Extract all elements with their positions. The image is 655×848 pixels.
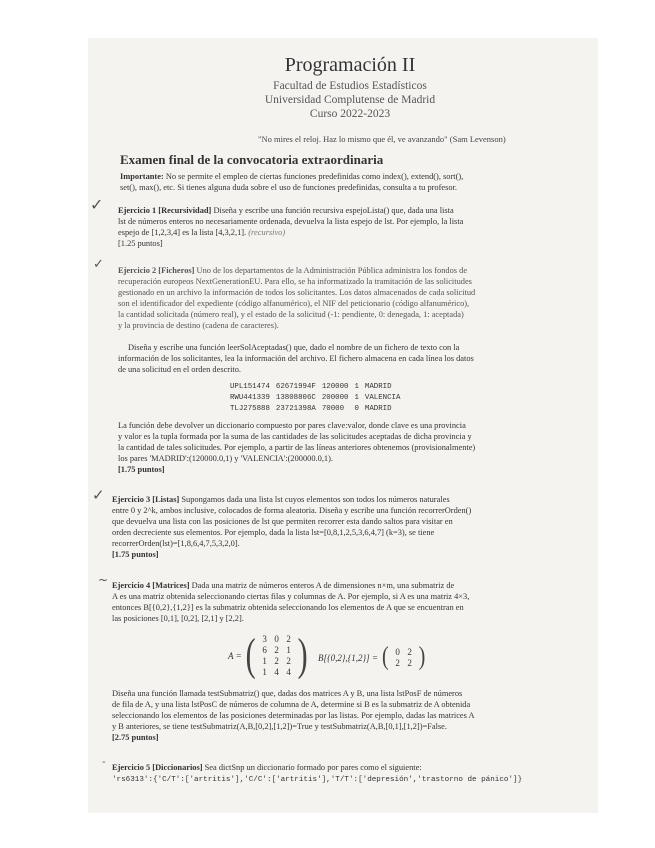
exercise-2-line: Uno de los departamentos de la Administración Pública administra los fondos de [194, 266, 468, 275]
dash-mark-icon: - [102, 757, 106, 768]
record-nif: 62671994F [275, 382, 316, 391]
exercise-4-line: de fila de A, y una lista lstPosC de números de columna de A, determine si B es la submatriz de A obtenida [112, 700, 471, 709]
matrix-cell: 4 [274, 667, 279, 677]
exercise-4-line: seleccionando los elementos de las posiciones determinadas por las listas. Por ejemplo, dadas las matrices A [112, 711, 475, 720]
table-row [230, 403, 406, 414]
exercise-2-line: recuperación europeos NextGenerationEU. Para ello, se ha informatizado la tramitación de las solicitudes [118, 277, 472, 286]
exercise-5 [112, 762, 522, 786]
exercise-4-intro [112, 580, 469, 624]
record-province: MADRID [364, 404, 392, 413]
matrix-b [318, 642, 426, 672]
exercise-5-line: Sea dictSnp un diccionario formado por pares como el siguiente: [202, 763, 422, 772]
record-status: 1 [354, 382, 359, 391]
faculty-line: Facultad de Estudios Estadísticos [273, 80, 427, 92]
importante-note [120, 171, 463, 193]
exam-title: Examen final de la convocatoria extraordinaria [120, 152, 384, 167]
exercise-4-points: [2.75 puntos] [112, 733, 159, 742]
left-paren-icon: ( [381, 642, 389, 672]
exercise-2-line: la cantidad de tales solicitudes. Por ejemplo, a partir de las líneas anteriores obtenemos (provisionalmente) [118, 443, 476, 452]
matrix-cell: 1 [286, 645, 291, 655]
record-amount: 70000 [321, 404, 345, 413]
right-paren-icon: ) [297, 630, 308, 680]
record-amount: 200000 [321, 393, 349, 402]
exercise-3-heading: Ejercicio 3 [Listas] [112, 495, 180, 504]
matrix-cell: 2 [286, 634, 291, 644]
exercise-4-line: Dada una matriz de números enteros A de dimensiones n×m, una submatriz de [189, 581, 455, 590]
exercise-3-points: [1.75 puntos] [112, 550, 159, 559]
exercise-2-line: información de los solicitantes, lea la información del archivo. El fichero almacena en cada línea los datos [118, 354, 474, 363]
matrix-b-label: B[{0,2},{1,2}] = [318, 652, 378, 663]
importante-label: Importante: [120, 172, 164, 181]
exercise-3-line: que devuelva una lista con las posiciones de lst que permiten recorrer esta dando saltos para visitar en [112, 517, 453, 526]
matrix-a [228, 630, 308, 680]
record-province: VALENCIA [364, 393, 401, 402]
matrix-cell: 4 [286, 667, 291, 677]
document-title: Programación II [284, 54, 416, 76]
table-row [230, 381, 406, 392]
matrix-cell: 6 [262, 645, 267, 655]
exercise-2-intro [118, 265, 475, 331]
exercise-2-line: La función debe devolver un diccionario compuesto por pares clave:valor, donde clave es una provincia [118, 421, 466, 430]
exercise-4-task [112, 688, 475, 743]
university-line: Universidad Complutense de Madrid [264, 94, 436, 106]
exercise-2-line: y la provincia de destino (cadena de caracteres). [118, 321, 279, 330]
exercise-4-line: las posiciones [0,1], [0,2], [2,1] y [2,2]. [112, 614, 244, 623]
exercise-5-heading: Ejercicio 5 [Diccionarios] [112, 763, 203, 772]
handwritten-mark-icon: ✓ [93, 257, 104, 272]
exercise-2-line: gestionado en un archivo la información de todos los solicitantes. Los datos almacenados de cada solicitud [118, 288, 476, 297]
exercise-5-code: 'rs6313':{'C/T':['artritis'],'C/C':['artritis'],'T/T':['depresión','trastorno de pánico']} [112, 776, 523, 784]
exercise-3-line: entre 0 y 2^k, ambos inclusive, colocados de forma aleatoria. Diseña y escribe una función recorrerOrden() [112, 506, 472, 515]
check-mark-icon: ✓ [92, 486, 105, 504]
matrix-cell: 0 [274, 634, 279, 644]
importante-line2: set(), max(), etc. Si tienes alguna duda sobre el uso de funciones predefinidas, consulta a tu profesor. [120, 183, 457, 192]
exercise-3-line: orden decreciente sus elementos. Por ejemplo, dada la lista lst=[0,8,1,2,5,3,6,4,7] (k=3), se tiene [112, 528, 435, 537]
record-amount: 120000 [321, 382, 349, 391]
exercise-2-task [118, 342, 474, 375]
exercise-2-line: y valor es la tupla formada por la suma de las cantidades de las solicitudes aceptadas de dicha provincia y [118, 432, 472, 441]
matrix-cell: 2 [407, 657, 412, 668]
sample-file-lines [230, 381, 406, 414]
exercise-3-line: recorrerOrden(lst)=[1,8,6,4,7,5,3,2,0]. [112, 539, 240, 548]
matrix-cell: 1 [262, 656, 267, 666]
record-nif: 23721398A [275, 404, 316, 413]
course-line: Curso 2022-2023 [309, 108, 391, 120]
exercise-2-heading: Ejercicio 2 [Ficheros] [118, 266, 195, 275]
matrix-cell: 0 [395, 646, 400, 657]
exercise-2-line: Diseña y escribe una función leerSolAceptadas() que, dado el nombre de un fichero de texto con la [128, 343, 460, 352]
left-paren-icon: ( [245, 630, 256, 680]
exercise-2-line: de una solicitud en el orden descrito. [118, 365, 242, 374]
dash-mark-icon: ~ [98, 573, 109, 587]
exercise-3 [112, 494, 471, 560]
record-id: UPL151474 [230, 382, 270, 391]
table-row [230, 392, 406, 403]
matrix-a-label: A = [228, 651, 242, 661]
handwritten-note: (recursivo) [248, 228, 286, 237]
matrix-cell: 3 [262, 634, 267, 644]
exercise-1-line: lst de números enteros no necesariamente ordenada, devuelva la lista espejo de lst. Por ejemplo, la lista [118, 217, 464, 226]
record-nif: 13808806C [275, 393, 316, 402]
exercise-4-line: entonces B[{0,2},{1,2}] es la submatriz obtenida seleccionando los elementos de A que se encuentran en [112, 603, 464, 612]
matrix-cell: 2 [274, 645, 279, 655]
exercise-4-line: A es una matriz obtenida seleccionando ciertas filas y columnas de A. Por ejemplo, si A es una matriz 4×3, [112, 592, 470, 601]
exercise-2-line: son el identificador del expediente (código alfanumérico), el NIF del peticionario (código alfanumérico), [118, 299, 470, 308]
quote: "No mires el reloj. Haz lo mismo que él, ve avanzando" (Sam Levenson) [258, 134, 506, 144]
exercise-1-points: [1.25 puntos] [118, 239, 163, 248]
exercise-2-line: los pares 'MADRID':(120000.0,1) y 'VALENCIA':(200000.0,1). [118, 454, 334, 463]
matrix-a-grid [256, 634, 298, 678]
matrix-cell: 2 [395, 657, 400, 668]
record-status: 0 [354, 404, 359, 413]
exercise-3-line: Supongamos dada una lista lst cuyos elementos son todos los números naturales [179, 495, 450, 504]
matrix-cell: 2 [274, 656, 279, 666]
exercise-4-line: Diseña una función llamada testSubmatriz() que, dadas dos matrices A y B, una lista lstPosF de números [112, 689, 463, 698]
check-mark-icon: ✓ [90, 195, 104, 214]
record-id: TLJ275888 [230, 404, 270, 413]
matrix-cell: 1 [262, 667, 267, 677]
exercise-4-line: y B anteriores, se tiene testSubmatriz(A,B,[0,2],[1,2])=True y testSubmatriz(A,B,[0,1],[1,2])=False. [112, 722, 447, 731]
record-province: MADRID [364, 382, 392, 391]
record-id: RWU441339 [230, 393, 270, 402]
importante-line1: No se permite el empleo de ciertas funciones predefinidas como index(), extend(), sort(), [163, 172, 464, 181]
exercise-4-heading: Ejercicio 4 [Matrices] [112, 581, 190, 590]
record-status: 1 [354, 393, 359, 402]
matrix-cell: 2 [286, 656, 291, 666]
exercise-2-result [118, 420, 475, 475]
exercise-1-heading: Ejercicio 1 [Recursividad] [118, 206, 212, 215]
matrix-cell: 2 [407, 646, 412, 657]
exercise-1-line: espejo de [1,2,3,4] es la lista [4,3,2,1]. [118, 228, 247, 237]
exercise-2-points: [1.75 puntos] [118, 465, 165, 474]
matrix-b-grid [389, 647, 419, 669]
exercise-1-line: Diseña y escribe una función recursiva espejoLista() que, dada una lista [211, 206, 454, 215]
exercise-2-line: la cantidad solicitada (número real), y el estado de la solicitud (-1: pendiente, 0: denegada, 1: aceptada) [118, 310, 464, 319]
right-paren-icon: ) [418, 642, 426, 672]
exercise-1 [118, 205, 463, 249]
